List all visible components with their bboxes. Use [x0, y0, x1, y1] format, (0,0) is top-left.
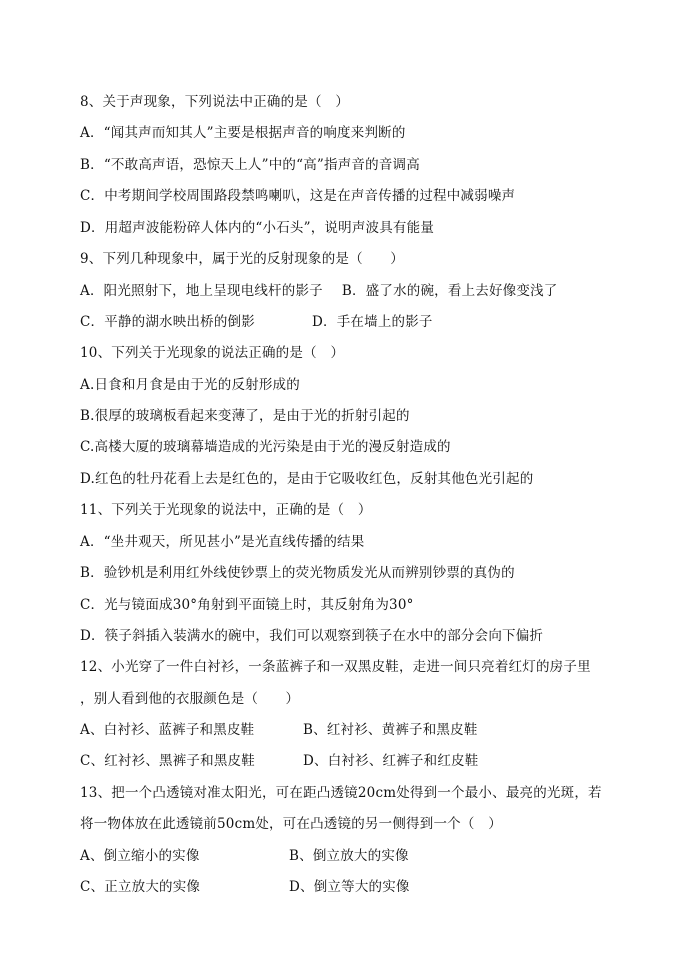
q10-option-a: A.日食和月食是由于光的反射形成的	[80, 377, 300, 393]
q9-option-a: A．阳光照射下，地上呈现电线杆的影子	[80, 283, 323, 299]
q13-stem-line1: 13、把一个凸透镜对准太阳光，可在距凸透镜20cm处得到一个最小、最亮的光斑，若	[80, 785, 602, 801]
q8-option-d: D．用超声波能粉碎人体内的“小石头”，说明声波具有能量	[80, 220, 435, 236]
q13-option-b: B、倒立放大的实像	[289, 848, 409, 864]
q11-option-a: A．“坐井观天，所见甚小”是光直线传播的结果	[80, 534, 365, 550]
q13-options-cd	[80, 878, 670, 896]
q12-options-cd	[80, 752, 670, 770]
q8-option-c: C．中考期间学校周围路段禁鸣喇叭，这是在声音传播的过程中减弱噪声	[80, 188, 516, 204]
q12-stem-line2: ，别人看到他的衣服颜色是（ ）	[80, 691, 300, 707]
q11-stem: 11、下列关于光现象的说法中，正确的是（ ）	[80, 502, 372, 518]
q12-option-a: A、白衬衫、蓝裤子和黑皮鞋	[80, 722, 255, 738]
q13-options-ab	[80, 847, 670, 865]
q13-option-c: C、正立放大的实像	[80, 879, 201, 895]
q9-stem: 9、下列几种现象中，属于光的反射现象的是（ ）	[80, 251, 404, 267]
q9-option-c: C．平静的湖水映出桥的倒影	[80, 314, 255, 330]
q12-option-b: B、红衬衫、黄裤子和黑皮鞋	[303, 722, 478, 738]
q10-option-b: B.很厚的玻璃板看起来变薄了，是由于光的折射引起的	[80, 408, 410, 424]
q10-option-c: C.高楼大厦的玻璃幕墙造成的光污染是由于光的漫反射造成的	[80, 439, 451, 455]
q12-stem-line1: 12、小光穿了一件白衬衫，一条蓝裤子和一双黑皮鞋，走进一间只亮着红灯的房子里	[80, 659, 591, 675]
q8-option-a: A．“闻其声而知其人”主要是根据声音的响度来判断的	[80, 125, 406, 141]
q11-option-b: B．验钞机是利用红外线使钞票上的荧光物质发光从而辨别钞票的真伪的	[80, 565, 515, 581]
q9-option-d: D．手在墙上的影子	[312, 314, 433, 330]
q8-option-b: B．“不敢高声语，恐惊天上人”中的“高”指声音的音调高	[80, 157, 420, 173]
q9-options-ab	[80, 282, 670, 300]
q12-option-c: C、红衬衫、黑裤子和黑皮鞋	[80, 753, 255, 769]
q12-option-d: D、白衬衫、红裤子和红皮鞋	[303, 753, 479, 769]
q9-options-cd	[80, 313, 670, 331]
q11-option-c: C．光与镜面成30°角射到平面镜上时，其反射角为30°	[80, 597, 414, 613]
q9-option-b: B．盛了水的碗，看上去好像变浅了	[341, 283, 558, 299]
q10-option-d: D.红色的牡丹花看上去是红色的，是由于它吸收红色，反射其他色光引起的	[80, 471, 534, 487]
q13-option-d: D、倒立等大的实像	[289, 879, 410, 895]
q12-options-ab	[80, 721, 670, 739]
q10-stem: 10、下列关于光现象的说法正确的是（ ）	[80, 345, 345, 361]
q13-option-a: A、倒立缩小的实像	[80, 848, 200, 864]
q13-stem-line2: 将一物体放在此透镜前50cm处，可在凸透镜的另一侧得到一个（ ）	[80, 816, 502, 832]
q11-option-d: D．筷子斜插入装满水的碗中，我们可以观察到筷子在水中的部分会向下偏折	[80, 628, 544, 644]
q8-stem: 8、关于声现象，下列说法中正确的是（ ）	[80, 94, 350, 110]
